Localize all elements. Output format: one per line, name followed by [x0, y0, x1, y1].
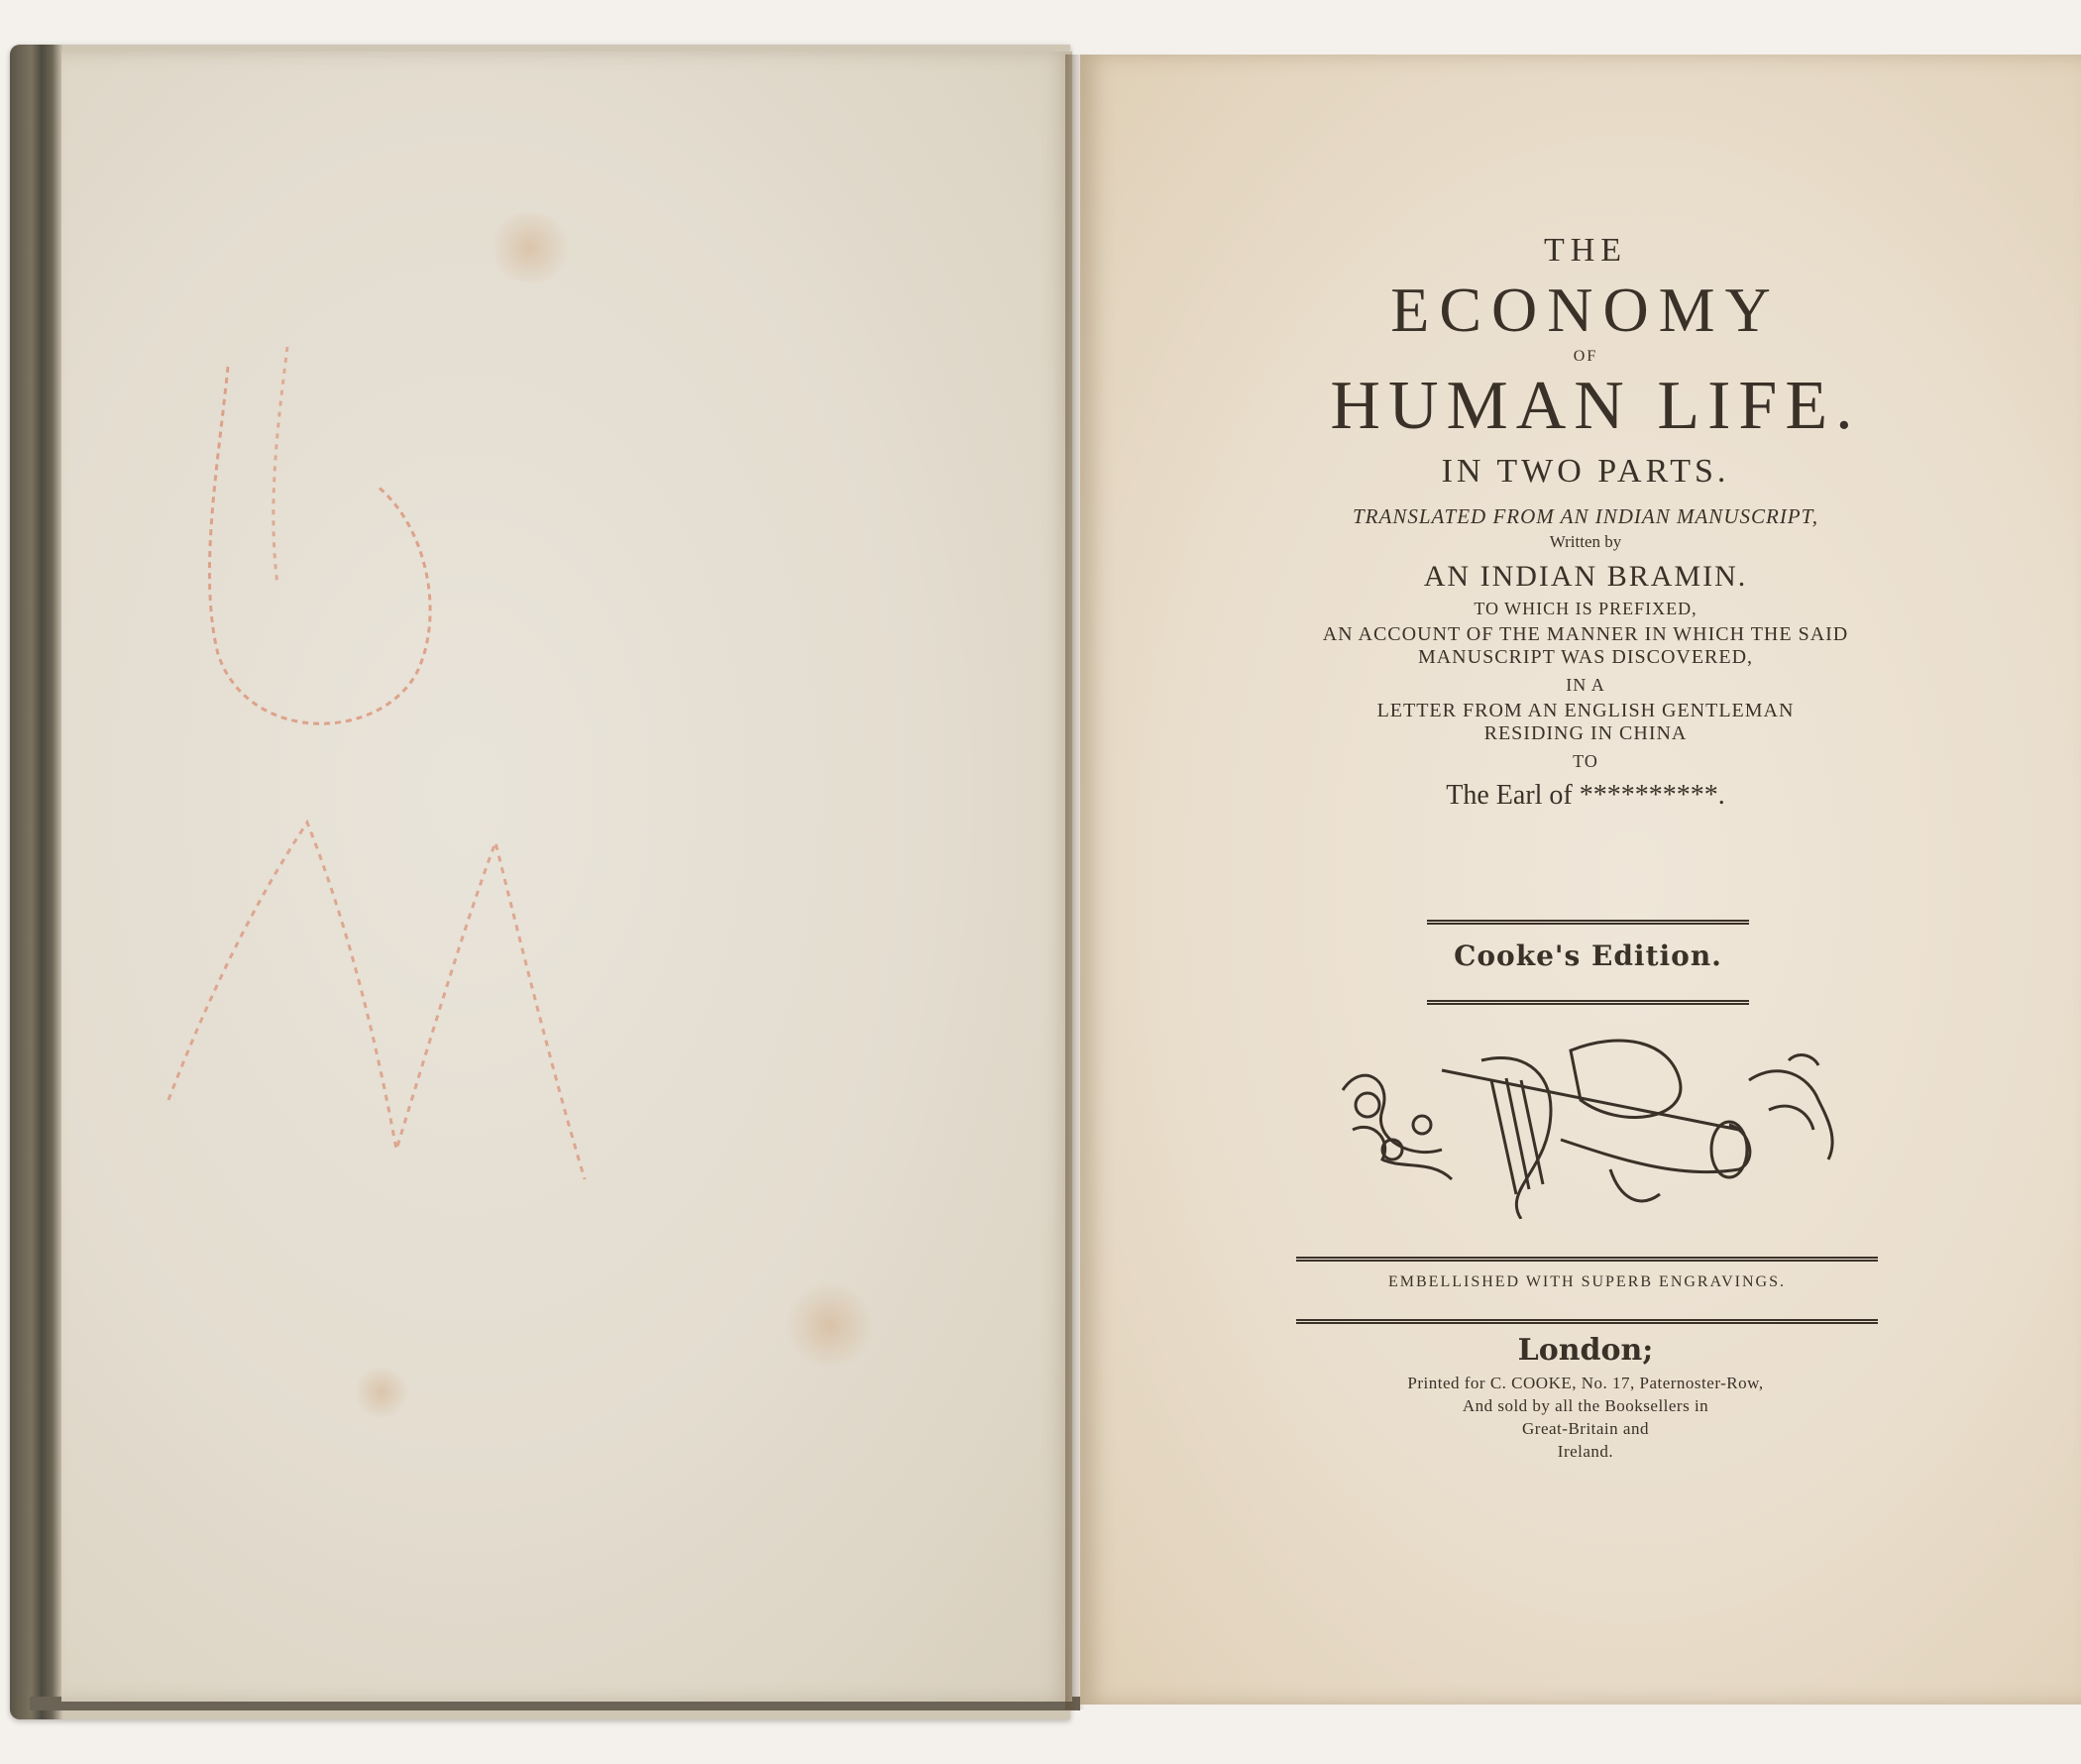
- written-by-line: Written by: [1549, 531, 1622, 551]
- foxing-stain: [783, 1283, 877, 1368]
- letter-line-1: LETTER FROM AN ENGLISH GENTLEMAN: [1376, 700, 1795, 722]
- account-line-2: MANUSCRIPT WAS DISCOVERED,: [1417, 646, 1754, 669]
- imprint-block: [1288, 1333, 1883, 1465]
- prefixed-line: TO WHICH IS PREFIXED,: [1474, 599, 1698, 619]
- imprint-city: London;: [1517, 1333, 1654, 1368]
- title-block: [1229, 223, 1942, 810]
- embellished-line: EMBELLISHED WITH SUPERB ENGRAVINGS.: [1388, 1273, 1786, 1290]
- imprint-line-1: Printed for C. COOKE, No. 17, Paternoster-Row,: [1407, 1374, 1764, 1392]
- to-line: TO: [1573, 751, 1598, 772]
- account-line-1: AN ACCOUNT OF THE MANNER IN WHICH THE SAID: [1322, 623, 1849, 646]
- in-a-line: IN A: [1566, 675, 1605, 696]
- imprint-line-2: And sold by all the Booksellers in: [1462, 1396, 1709, 1415]
- author-line: AN INDIAN BRAMIN.: [1423, 559, 1748, 593]
- title-economy: ECONOMY: [1390, 274, 1781, 345]
- subtitle-parts: IN TWO PARTS.: [1441, 453, 1730, 491]
- foxing-stain: [486, 213, 575, 282]
- foxing-stain: [352, 1368, 411, 1417]
- edition-label: Cooke's Edition.: [1454, 939, 1722, 972]
- title-the: THE: [1543, 232, 1628, 269]
- title-human-life: HUMAN LIFE.: [1330, 367, 1861, 444]
- title-of: OF: [1573, 347, 1598, 365]
- imprint-line-4: Ireland.: [1557, 1442, 1614, 1461]
- pencil-scribble: [119, 327, 614, 1318]
- translated-line: TRANSLATED FROM AN INDIAN MANUSCRIPT,: [1352, 503, 1819, 528]
- earl-line: The Earl of **********.: [1446, 779, 1725, 811]
- letter-line-2: RESIDING IN CHINA: [1483, 722, 1688, 745]
- musical-instruments-vignette: [1323, 1021, 1858, 1219]
- imprint-line-3: Great-Britain and: [1522, 1419, 1649, 1438]
